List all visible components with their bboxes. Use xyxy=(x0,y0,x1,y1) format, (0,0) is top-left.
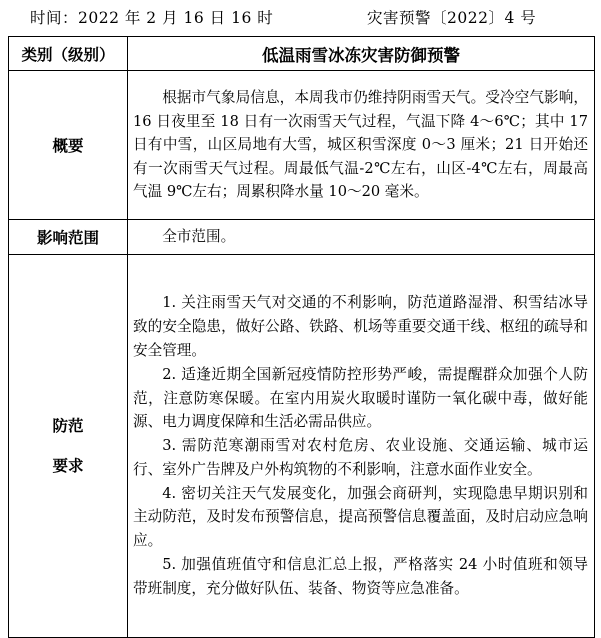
overview-text: 根据市气象局信息，本周我市仍维持阴雨雪天气。受冷空气影响，16 日夜里至 18 日有一次雨雪天气过程，气温下降 4～6℃；其中 17 日有中雪，山区局地有大雪，城区积雪深度 0～3 厘米；21 日开始还有一次雨雪天气过程。周最低气温-2℃左右，山区-4℃左右，周最高气温 9℃左右；周累积降水量 10～20 毫米。 xyxy=(133,89,588,201)
scope-row xyxy=(9,220,595,255)
overview-label: 概要 xyxy=(9,71,128,220)
requirement-item: 2. 适逢近期全国新冠疫情防控形势严峻，需提醒群众加强个人防范，注意防寒保暖。在室内用炭火取暖时谨防一氧化碳中毒，做好能源、电力调度保障和生活必需品供应。 xyxy=(133,365,588,431)
requirements-cell xyxy=(128,255,595,638)
requirements-label xyxy=(9,255,128,638)
overview-row xyxy=(9,71,595,220)
requirements-row xyxy=(9,255,595,638)
category-label: 类别（级别） xyxy=(9,37,128,71)
requirement-item: 3. 需防范寒潮雨雪对农村危房、农业设施、交通运输、城市运行、室外广告牌及户外构筑物的不利影响，注意水面作业安全。 xyxy=(133,437,588,478)
category-row xyxy=(9,37,595,71)
category-value: 低温雨雪冰冻灾害防御预警 xyxy=(128,37,595,71)
warning-number: 灾害预警〔2022〕4 号 xyxy=(367,9,537,27)
warning-table xyxy=(8,36,595,638)
overview-cell xyxy=(128,71,595,220)
scope-cell xyxy=(128,220,595,255)
requirements-label-line2: 要求 xyxy=(52,457,84,475)
scope-label: 影响范围 xyxy=(9,220,128,255)
requirement-item: 4. 密切关注天气发展变化，加强会商研判，实现隐患早期识别和主动防范，及时发布预警信息，提高预警信息覆盖面，及时启动应急响应。 xyxy=(133,484,588,550)
scope-text: 全市范围。 xyxy=(162,228,236,246)
requirements-label-line1: 防范 xyxy=(52,417,84,435)
requirement-item: 5. 加强值班值守和信息汇总上报，严格落实 24 小时值班和领导带班制度，充分做好队伍、装备、物资等应急准备。 xyxy=(133,556,588,597)
document-header xyxy=(0,6,601,28)
requirement-item: 1. 关注雨雪天气对交通的不利影响，防范道路湿滑、积雪结冰导致的安全隐患，做好公路、铁路、机场等重要交通干线、枢纽的疏导和安全管理。 xyxy=(133,294,588,359)
issue-time: 时间：2022 年 2 月 16 日 16 时 xyxy=(30,9,274,27)
